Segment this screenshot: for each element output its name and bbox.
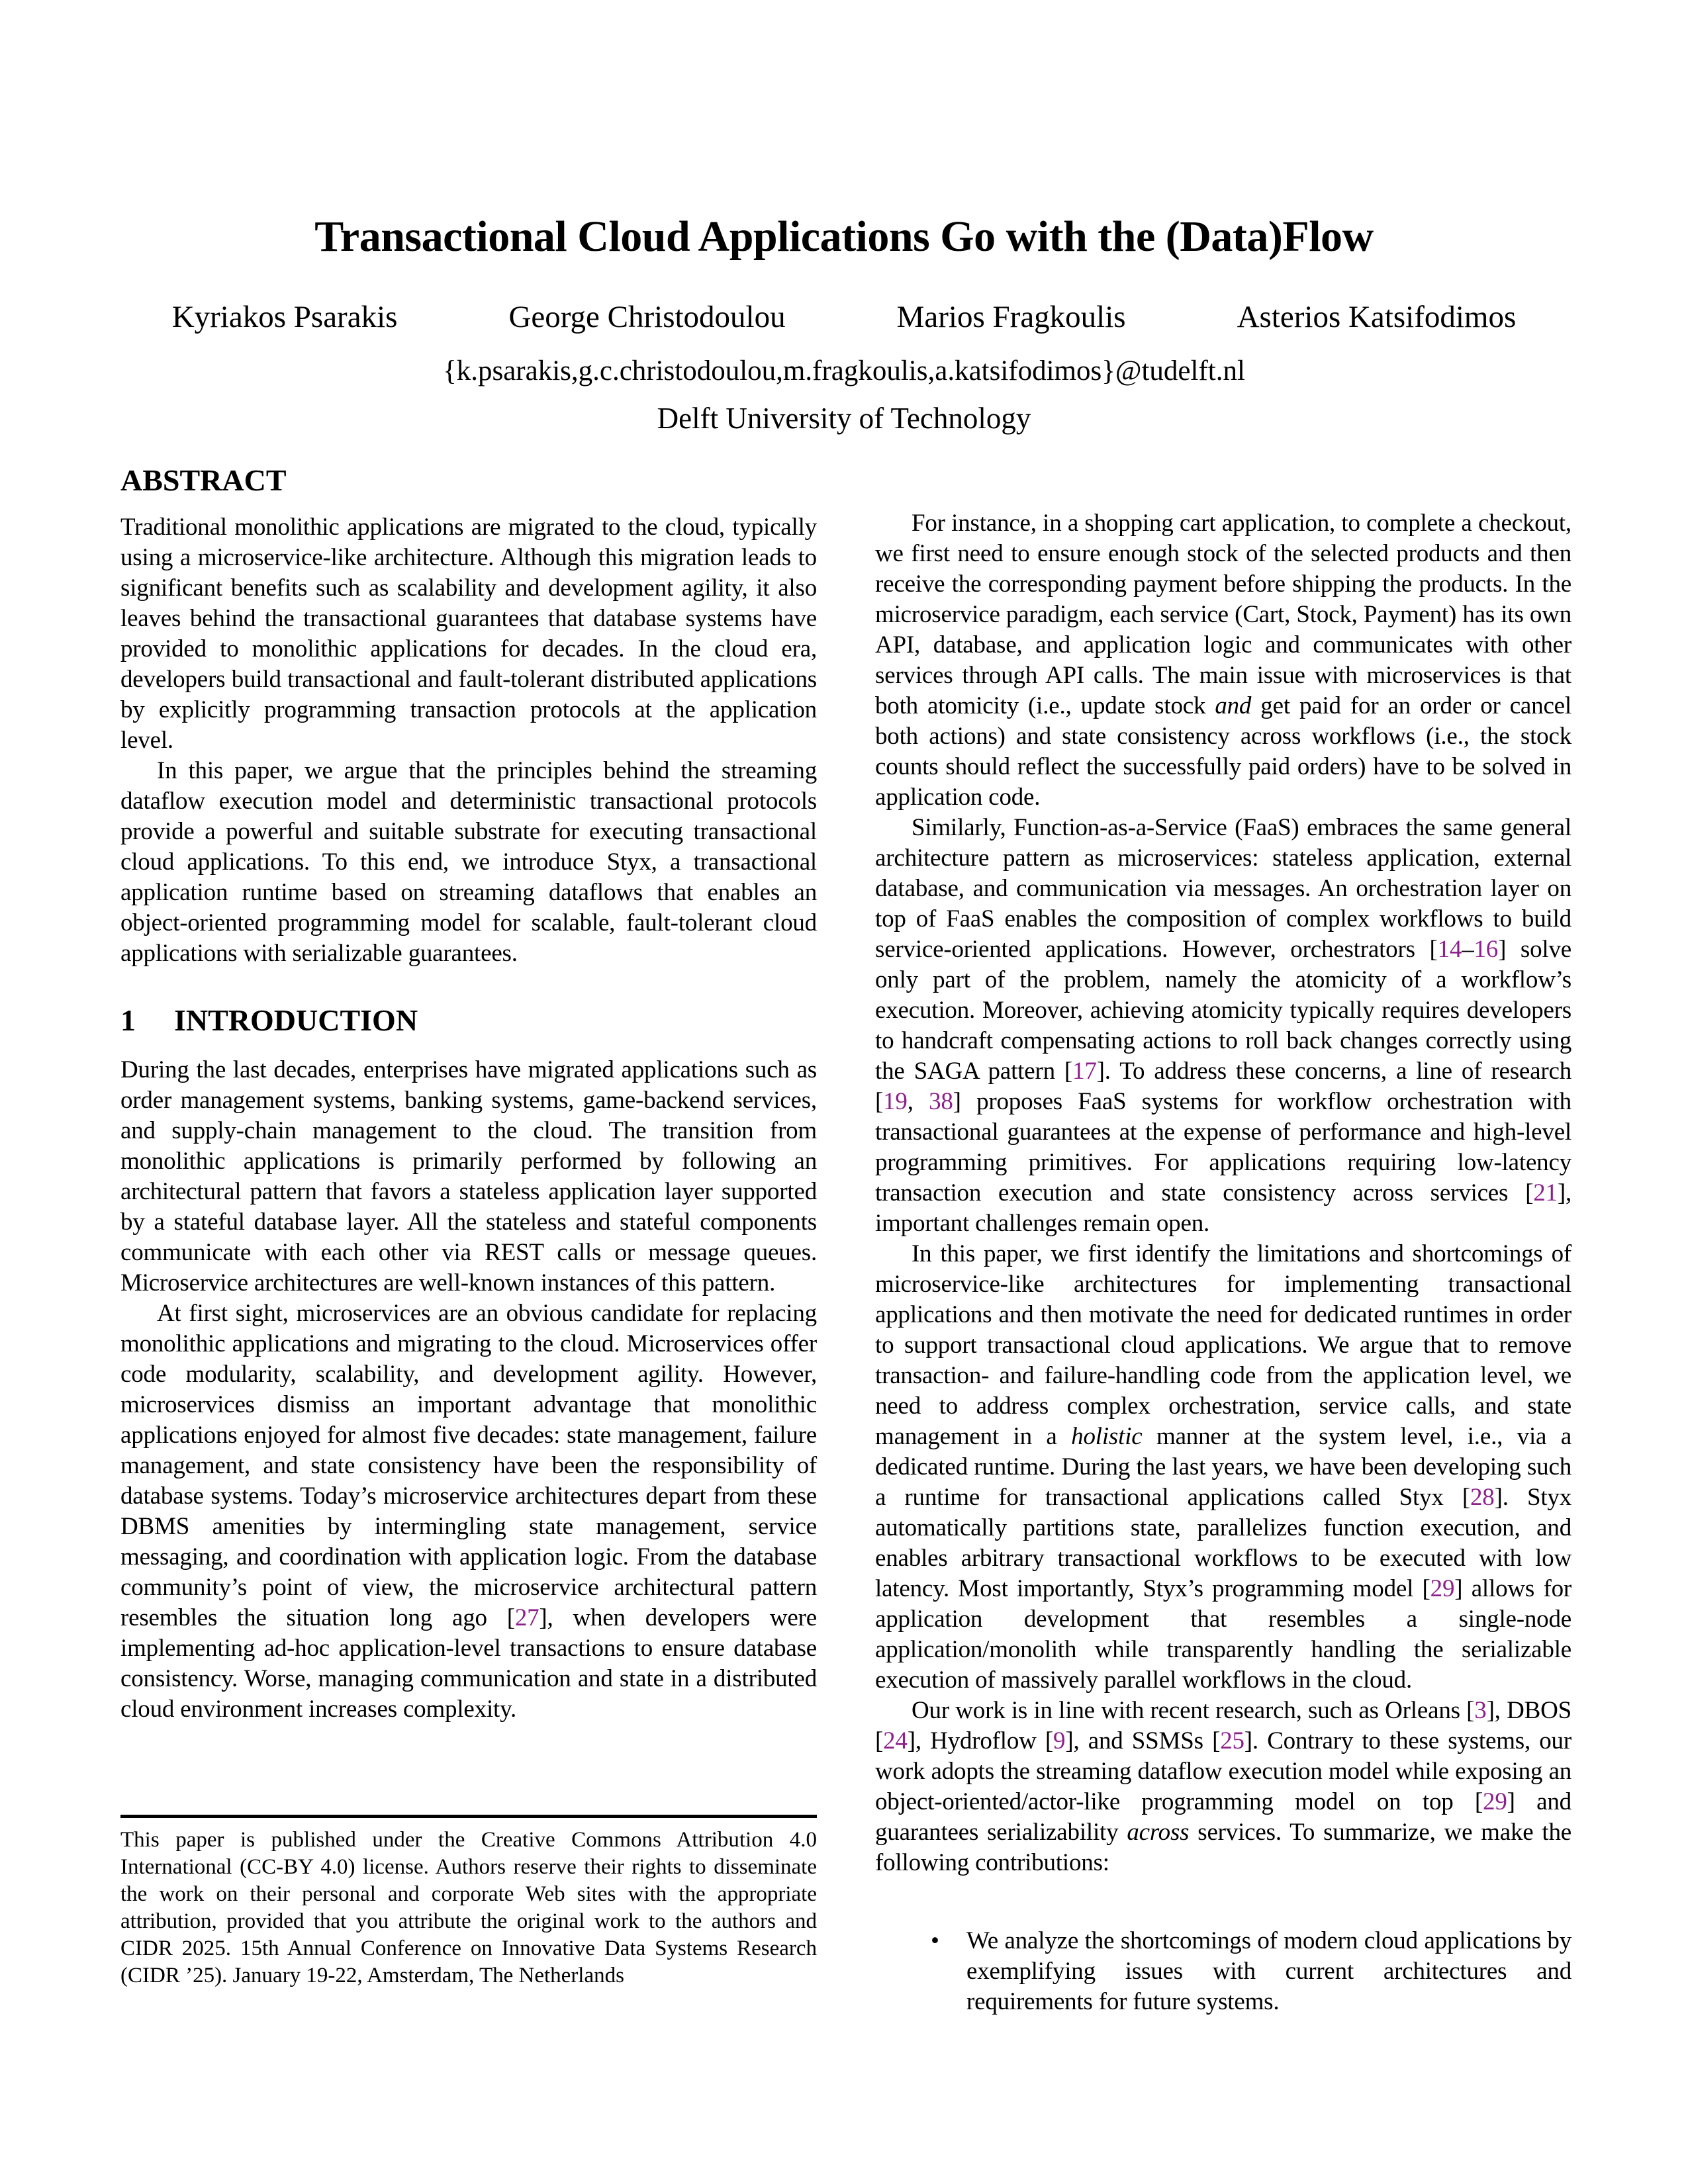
authors-row bbox=[0, 299, 1688, 335]
intro-paragraph: Similarly, Function-as-a-Service (FaaS) embraces the same general architecture pattern as microservices: stateless application, external database, and communication via messages. An orchestration layer on top of FaaS enables the composition of complex workflows to build service-oriented applications. However, orchestrators [14–16] solve only part of the problem, namely the atomicity of a workflow’s execution. Moreover, achieving atomicity typically requires developers to handcraft compensating actions to roll back changes correctly using the SAGA pattern [17]. To address these concerns, a line of research [19, 38] proposes FaaS systems for workflow orchestration with transactional guarantees at the expense of performance and high-level programming primitives. For applications requiring low-latency transaction execution and state consistency across services [21], important challenges remain open. bbox=[875, 814, 1571, 1237]
author-name: George Christodoulou bbox=[508, 300, 786, 334]
affiliation: Delft University of Technology bbox=[657, 402, 1031, 435]
citation-link[interactable]: 21 bbox=[1533, 1179, 1558, 1206]
citation-link[interactable]: 24 bbox=[883, 1727, 908, 1754]
citation-link[interactable]: 25 bbox=[1220, 1727, 1244, 1754]
abstract-paragraph: In this paper, we argue that the principles behind the streaming dataflow execution model and deterministic transactional protocols provide a powerful and suitable substrate for executing transactional cloud applications. To this end, we introduce Styx, a transactional application runtime based on streaming dataflows that enables an object-oriented programming model for scalable, fault-tolerant cloud applications with serializable guarantees. bbox=[120, 757, 817, 967]
footnote-rule bbox=[120, 1815, 817, 1818]
citation-link[interactable]: 29 bbox=[1430, 1575, 1455, 1602]
abstract-paragraph: Traditional monolithic applications are migrated to the cloud, typically using a microservice-like architecture. Although this migration leads to significant benefits such as scalability and development agility, it also leaves behind the transactional guarantees that database systems have provided to monolithic applications for decades. In the cloud era, developers build transactional and fault-tolerant distributed applications by explicitly programming transaction protocols at the application level. bbox=[120, 514, 817, 754]
bullet-icon: • bbox=[931, 1927, 939, 1954]
author-name: Kyriakos Psarakis bbox=[171, 300, 398, 334]
section-number: 1 bbox=[120, 1003, 136, 1037]
intro-paragraph: During the last decades, enterprises have migrated applications such as order management systems, banking systems, game-backend services, and supply-chain management to the cloud. The transition from monolithic applications is primarily performed by following an architectural pattern that favors a stateless application layer supported by a stateful database layer. All the stateless and stateful components communicate with each other via REST calls or message queues. Microservice architectures are well-known instances of this pattern. bbox=[120, 1056, 817, 1297]
citation-link[interactable]: 9 bbox=[1053, 1727, 1066, 1754]
left-column bbox=[120, 463, 817, 1725]
intro-paragraph: In this paper, we first identify the limitations and shortcomings of microservice-like architectures for implementing transactional applications and then motivate the need for dedicated runtimes in order to support transactional cloud applications. We argue that to remove transaction- and failure-handling code from the application level, we need to address complex orchestration, service calls, and state management in a holistic manner at the system level, i.e., via a dedicated runtime. During the last years, we have been developing such a runtime for transactional applications called Styx [28]. Styx automatically partitions state, parallelizes function execution, and enables arbitrary transactional workflows to be executed with low latency. Most importantly, Styx’s programming model [29] allows for application development that resembles a single-node application/monolith while transparently handling the serializable execution of massively parallel workflows in the cloud. bbox=[875, 1240, 1572, 1694]
right-column bbox=[875, 463, 1571, 2017]
citation-link[interactable]: 19 bbox=[883, 1088, 908, 1115]
intro-paragraph: Our work is in line with recent research, such as Orleans [3], DBOS [24], Hydroflow [9], and SSMSs [25]. Contrary to these systems, our work adopts the streaming dataflow execution model while exposing an object-oriented/actor-like programming model on top [29] and guarantees serializability across services. To summarize, we make the following contributions: bbox=[875, 1697, 1571, 1876]
section-title: INTRODUCTION bbox=[174, 1003, 418, 1037]
intro-paragraph: At first sight, microservices are an obvious candidate for replacing monolithic applications and migrating to the cloud. Microservices offer code modularity, scalability, and development agility. However, microservices dismiss an important advantage that monolithic applications enjoyed for almost five decades: state management, failure management, and state consistency have been the responsibility of database systems. Today’s microservice architectures depart from these DBMS amenities by intermingling state management, service messaging, and coordination with application logic. From the database community’s point of view, the microservice architectural pattern resembles the situation long ago [27], when developers were implementing ad-hoc application-level transactions to ensure database consistency. Worse, managing communication and state in a distributed cloud environment increases complexity. bbox=[120, 1300, 817, 1723]
contributions-list bbox=[875, 1926, 1571, 2017]
citation-link[interactable]: 28 bbox=[1470, 1484, 1495, 1511]
citation-link[interactable]: 27 bbox=[514, 1604, 539, 1631]
author-name: Marios Fragkoulis bbox=[896, 300, 1126, 334]
footnote-text: This paper is published under the Creative Commons Attribution 4.0 International (CC-BY 4.0) license. Authors reserve their rights to disseminate the work on their personal and corporate Web sites with the appropriate attribution, provided that you attribute the original work to the authors and CIDR 2025. 15th Annual Conference on Innovative Data Systems Research (CIDR ’25). January 19-22, Amsterdam, The Netherlands bbox=[120, 1828, 817, 1987]
paper-title: Transactional Cloud Applications Go with the (Data)Flow bbox=[314, 212, 1374, 261]
copyright-footnote bbox=[120, 1815, 817, 1989]
contribution-text: We analyze the shortcomings of modern cloud applications by exemplifying issues with current architectures and requirements for future systems. bbox=[966, 1927, 1571, 2015]
citation-link[interactable]: 16 bbox=[1474, 936, 1499, 963]
section-heading-introduction bbox=[120, 1003, 817, 1038]
contribution-item bbox=[875, 1926, 1571, 2017]
citation-link[interactable]: 14 bbox=[1437, 936, 1462, 963]
citation-link[interactable]: 17 bbox=[1072, 1058, 1097, 1085]
citation-link[interactable]: 29 bbox=[1483, 1788, 1507, 1815]
authors-email: {k.psarakis,g.c.christodoulou,m.fragkoulis,a.katsifodimos}@tudelft.nl bbox=[443, 355, 1245, 387]
author-name: Asterios Katsifodimos bbox=[1237, 300, 1517, 334]
intro-paragraph: For instance, in a shopping cart application, to complete a checkout, we first need to ensure enough stock of the selected products and then receive the corresponding payment before shipping the products. In the microservice paradigm, each service (Cart, Stock, Payment) has its own API, database, and application logic and communicates with other services through API calls. The main issue with microservices is that both atomicity (i.e., update stock and get paid for an order or cancel both actions) and state consistency across workflows (i.e., the stock counts should reflect the successfully paid orders) have to be solved in application code. bbox=[875, 510, 1571, 811]
abstract-heading: ABSTRACT bbox=[120, 463, 287, 497]
citation-link[interactable]: 38 bbox=[929, 1088, 953, 1115]
citation-link[interactable]: 3 bbox=[1474, 1697, 1487, 1724]
